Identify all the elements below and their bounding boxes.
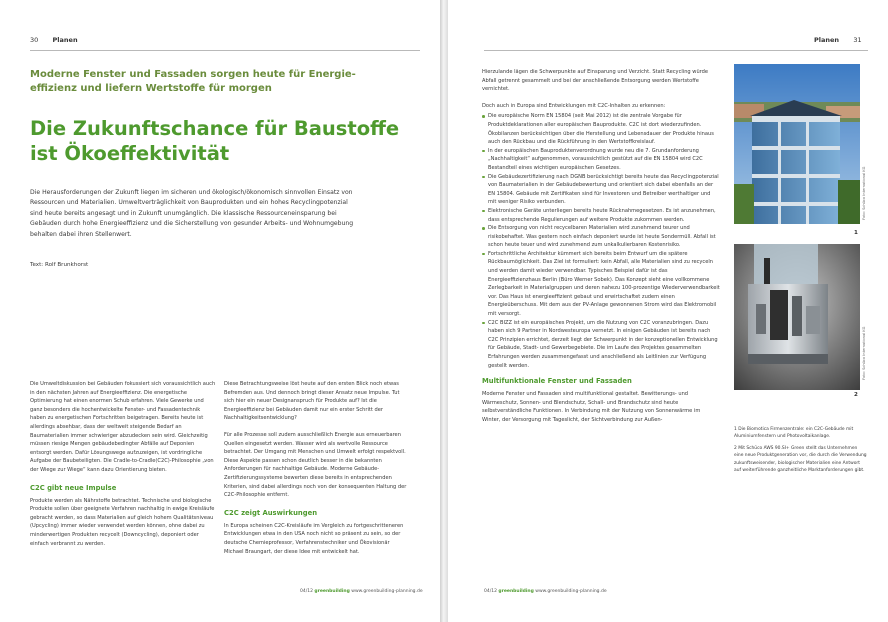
right-page [448, 0, 888, 622]
paragraph: Die Umweltdiskussion bei Gebäuden fokussiert sich voraussichtlich auch in den nächsten Jahren auf Energieeffizienz. Die energetische Optimierung hat einen enormen Schub erfahren. Viele Gewerke und ganz besonders die hochentwickelte Fenster- und Fassadentechnik haben zu energetischen Fortschritten beigetragen. Bereits heute ist allerdings absehbar, dass der weltweit steigende Bedarf an Baumaterialien immer schwieriger abzudecken sein wird. Gleichzeitig müssen riesige Mengen gebäudebedingter Abfälle auf Deponien entsorgt werden. Dafür Lösungswege aufzuzeigen, ist vordringliche Aufgabe der Baubeteiligten. Die Cradle-to-Cradle(C2C)-Philosophie „von der Wiege zur Wiege“ kann dazu Orientierung bieten. [30, 381, 216, 473]
list-item: In der europäischen Bauproduktenverordnung wurde neu die 7. Grundanforderung „Nachhaltigkeit“ aufgenommen, voraussichtlich gestützt auf die EN 15804 wird C2C Bestandteil eines wichtigen europäischen Gesetzes. [482, 147, 720, 173]
paragraph: Diese Betrachtungsweise löst heute auf den ersten Blick noch etwas Befremden aus. Und dennoch bringt dieser Ansatz neue Impulse. Tut sich hier ein neuer Designanspruch für Produkte auf? Ist die Energieeffizienz bei Gebäuden damit nur ein erster Schritt der Nachhaltigkeitsentwicklung? [224, 381, 400, 422]
footer-brand: greenbuilding [498, 589, 534, 594]
article-intro: Die Herausforderungen der Zukunft liegen im sicheren und ökologisch/ökonomisch sinnvollen Einsatz von Ressourcen und Materialien. Umweltverträglichkeit von Bauprodukten und ein hohes Recyclingpotenzial sind heute bereits angesagt und in Zukunft unumgänglich. Die klassische Ressourceneinsparung bei Gebäuden durch hohe Energieeffizienz und die Sicherstellung von gesunder Arbeits- und Wohnumgebung behalten dabei ihren Stellenwert. [30, 189, 354, 238]
figure-captions [734, 426, 868, 478]
left-column-2 [224, 380, 410, 564]
right-header-rule [484, 50, 868, 51]
article-title: Die Zukunftschance für Baustoffe ist Ökoeffektivität [30, 117, 400, 165]
list-item: Elektronische Geräte unterliegen bereits heute Rücknahmegesetzen. Es ist anzunehmen, dass entsprechende Regulierungen auf weitere Produkte zukommen werden. [482, 207, 720, 224]
list-item: C2C BIZZ ist ein europäisches Projekt, um die Nutzung von C2C voranzubringen. Dazu haben sich 9 Partner in Nordwesteuropa vernetzt. In einigen Gebäuden ist bereits nach C2C Prinzipien errichtet, derzeit liegt der Schwerpunkt in der konzeptionellen Entwicklung für Gebäude, Stadt- und Gewerbegebiete. Die im Laufe des Projektes gesammelten Erfahrungen werden zusammengefasst und anschließend als Leitlinien zur Verfügung gestellt werden. [482, 319, 720, 371]
paragraph: Hierzulande lägen die Schwerpunkte auf Einsparung und Verzicht. Statt Recycling würde Abfall getrennt gesammelt und bei der anschließende Entsorgung werden Wertstoffe vernichtet. [482, 69, 709, 93]
left-column-1 [30, 380, 216, 556]
footer-brand: greenbuilding [314, 589, 350, 594]
right-column-1 [482, 68, 720, 433]
footer-issue: 04/12 [484, 589, 497, 594]
paragraph: Produkte werden als Nährstoffe betrachtet. Technische und biologische Produkte sollen über geeignete Verfahren nachhaltig in ewige Kreisläufe gebracht werden, so dass Materialien auf gleich hohem Qualitätsniveau (Upcycling) immer wieder verwendet werden können, ohne dabei zu minderwertigen Produkten recycelt (Downcycling), deponiert oder einfach verbrannt zu werden. [30, 497, 215, 547]
footer-url: www.greenbuilding-planning.de [351, 589, 423, 594]
figure1-number: 1 [854, 230, 858, 236]
article-kicker: Moderne Fenster und Fassaden sorgen heute für Energie-effizienz und liefern Wertstoffe für morgen [30, 69, 356, 94]
right-page-number: 31 [853, 36, 862, 44]
caption-2: 2 Mit Schüco AWS 90.SI+ Green stellt das Unternehmen eine neue Produktgeneration vor, die durch die Verwendung zukunftsweisender, biologischer Materialien eine Antwort auf weiterführende ganzheitliche Marktanforderungen gibt. [734, 445, 867, 474]
paragraph: Moderne Fenster und Fassaden sind multifunktional gestaltet. Bewitterungs- und Wärmeschutz, Sonnen- und Blendschutz, Schall- und Brandschutz sind heute selbstverständliche Funktionen. In Verbindung mit der Nutzung von Sonnenwärme im Winter, der Versorgung mit Tageslicht, der Sichtverbindung zur Außen- [482, 391, 701, 423]
figure1-credit: Foto: Schüco International KG [862, 166, 866, 220]
right-footer [484, 589, 607, 594]
subheading-effects: C2C zeigt Auswirkungen [224, 508, 318, 517]
figure2-credit: Foto: Schüco International KG [862, 326, 866, 380]
c2c-bullet-list [482, 112, 720, 370]
caption-1: 1 Die Biomotica Firmenzentrale: ein C2C-Gebäude mit Aluminiumfenstern und Photovoltaikanlage. [734, 427, 854, 440]
left-page [0, 0, 440, 622]
paragraph: In Europa scheinen C2C-Kreisläufe im Vergleich zu fortgeschritteneren Entwicklungen etwa in den USA noch nicht so präsent zu sein, so der deutsche Chemieprofessor, Verfahrenstechniker und Ökovisionär Michael Braungart, der diese Idee mit entwickelt hat. [224, 522, 404, 555]
right-section-label: Planen [814, 36, 840, 44]
building-photo [734, 64, 860, 224]
left-header-rule [30, 50, 420, 51]
list-item: Fortschrittliche Architektur kümmert sich bereits beim Entwurf um die spätere Rückbaumöglichkeit. Das Ziel ist formuliert: kein Abfall, alle Materialien sind zu recyceln und werden damit wieder verwendbar. Typisches Beispiel dafür ist das Energieeffizienzhaus Berlin (Büro Werner Sobek). Das Konzept sieht eine vollkommene Zerlegbarkeit in Materialgruppen und deren nahezu 100-prozentige Wiederverwendbarkeit vor. Das Haus ist energieeffizient gebaut und erwirtschaftet zudem einen Energieüberschuss. Mit dem aus der PV-Anlage gewonnenen Strom wird das Elektromobil mit versorgt. [482, 250, 720, 319]
list-item: Die Entsorgung von nicht recycelbaren Materialien wird zunehmend teurer und risikobehaftet. Was gestern noch einfach deponiert wurde ist heute Sondermüll. Abfall ist schon heute teuer und wird zunehmend zum unkalkulierbaren Kostenrisiko. [482, 224, 720, 250]
footer-url: www.greenbuilding-planning.de [535, 589, 607, 594]
right-page-header [814, 36, 862, 44]
article-byline: Text: Rolf Brunkhorst [30, 262, 89, 268]
list-item: Die Gebäudezertifizierung nach DGNB berücksichtigt bereits heute das Recyclingpotenzial von Baumaterialien in der Gebäudebewertung und orientiert sich dabei ebenfalls an der EN 15804. Gebäude mit Zertifikaten sind für Investoren und Betreiber werthaltiger und mit weniger Risiko verbunden. [482, 173, 720, 207]
window-profile-illustration [734, 244, 860, 390]
left-footer [300, 589, 423, 594]
paragraph: Doch auch in Europa sind Entwicklungen mit C2C-Inhalten zu erkennen: [482, 102, 666, 109]
list-item: Die europäische Norm EN 15804 (seit Mai 2012) ist die zentrale Vorgabe für Produktdeklarationen aller europäischen Bauprodukte. C2C ist dort wiederzufinden. Ökobilanzen berücksichtigen über die Herstellung und Lebensdauer der Produkte hinaus auch den Rückbau und die Rückführung in den Wertstoffkreislauf. [482, 112, 720, 146]
left-section-label: Planen [52, 36, 78, 44]
building-illustration [734, 64, 860, 224]
subheading-multifunctional: Multifunktionale Fenster und Fassaden [482, 377, 632, 386]
left-page-number: 30 [30, 36, 39, 44]
subheading-impulse: C2C gibt neue Impulse [30, 483, 117, 492]
figure2-number: 2 [854, 392, 858, 398]
book-gutter [440, 0, 448, 622]
footer-issue: 04/12 [300, 589, 313, 594]
left-page-header [30, 36, 78, 44]
paragraph: Für alle Prozesse soll zudem ausschließlich Energie aus erneuerbaren Quellen eingesetzt werden. Wasser wird als wertvolle Ressource betrachtet. Der Umgang mit Menschen und Umwelt erfolgt respektvoll. Diese Aspekte passen schon deutlich besser in die bekannten Anforderungen für nachhaltige Gebäude. Moderne Gebäude-Zertifizierungssysteme bewerten diese bereits in entsprechenden Kriterien, sind dabei allerdings noch von der konsequenten Haltung der C2C-Philosophie entfernt. [224, 431, 407, 499]
window-profile-photo [734, 244, 860, 390]
